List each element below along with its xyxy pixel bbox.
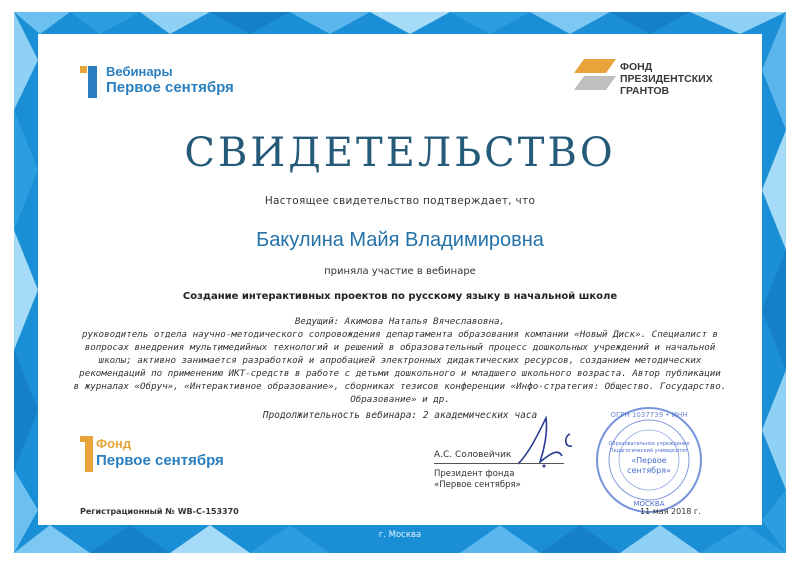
signer-role [434,469,521,491]
webinar-title: Создание интерактивных проектов по русскому языку в начальной школе [182,291,618,302]
logo-fund-mark [80,436,94,472]
logo-presidential-grants [574,55,744,105]
confirm-text: Настоящее свидетельство подтверждает, что [264,195,536,207]
recipient-name: Бакулина Майя Владимировна [256,229,544,251]
lecturer-line: руководитель отдела научно-методического сопровождения департамента образования компании «Новый Диск». Специалист в [81,329,719,340]
webinar-duration: Продолжительность вебинара: 2 академических часа [262,410,538,421]
lecturer-line: в журналах «Обруч», «Интерактивное образование», сборниках тезисов конференции «Инфо-стратегия: Общество. Государство. [73,381,727,392]
stamp-line1: Образовательное учреждение [608,441,690,447]
certificate-title: СВИДЕТЕЛЬСТВО [184,130,616,176]
logo-vebinary-line2: Первое сентября [106,79,234,96]
lecturer-line: вопросах внедрения мультимедийных технологий и решений в образовательный процесс дошкольных учреждений и начальной [84,342,716,353]
lecturer-line: рекомендаций по применению ИКТ-средств в работе с детьми дошкольного и младшего школьного возраста. Автор публикации [79,368,721,379]
official-stamp [594,405,704,515]
signer-role-line2: «Первое сентября» [434,480,521,490]
participation-text: приняла участие в вебинаре [324,266,476,277]
signature-line [434,463,564,464]
logo-fund-line1: Фонд [96,436,132,451]
registration-number: Регистрационный № WB-C-153370 [80,507,239,516]
logo-grants-line1: ФОНД [620,61,653,73]
stamp-city: МОСКВА [633,500,665,508]
lecturer-line: школы; активно занимается разработкой и апробацией электронных дидактических ресурсов, созданием методических [98,355,702,366]
city-label: г. Москва [378,530,422,540]
issue-date: 11 мая 2018 г. [640,507,701,516]
signer-name: А.С. Соловейчик [434,450,512,460]
stamp-line4: сентября» [627,466,671,475]
lecturer-line: Ведущий: Акимова Наталья Вячеславовна, [294,316,506,327]
logo-fund-line2: Первое сентября [96,452,224,469]
logo-grants-mark [574,59,616,93]
stamp-line2: Педагогический университет [609,448,689,454]
logo-grants-line2: ПРЕЗИДЕНТСКИХ [620,73,713,85]
lecturer-info [70,315,730,406]
signer-role-line1: Президент фонда [434,469,515,479]
stamp-ring-text: ОГРН 1037739 • ИНН [610,411,688,419]
logo-vebinary-line1: Вебинары [106,64,173,79]
logo-fund-first-september [80,434,250,478]
stamp-line3: «Первое [631,456,667,465]
logo-grants-line3: ГРАНТОВ [620,85,670,97]
lecturer-line: Образование» и др. [350,394,450,405]
logo-vebinary [80,64,260,104]
logo-vebinary-mark [80,66,100,98]
